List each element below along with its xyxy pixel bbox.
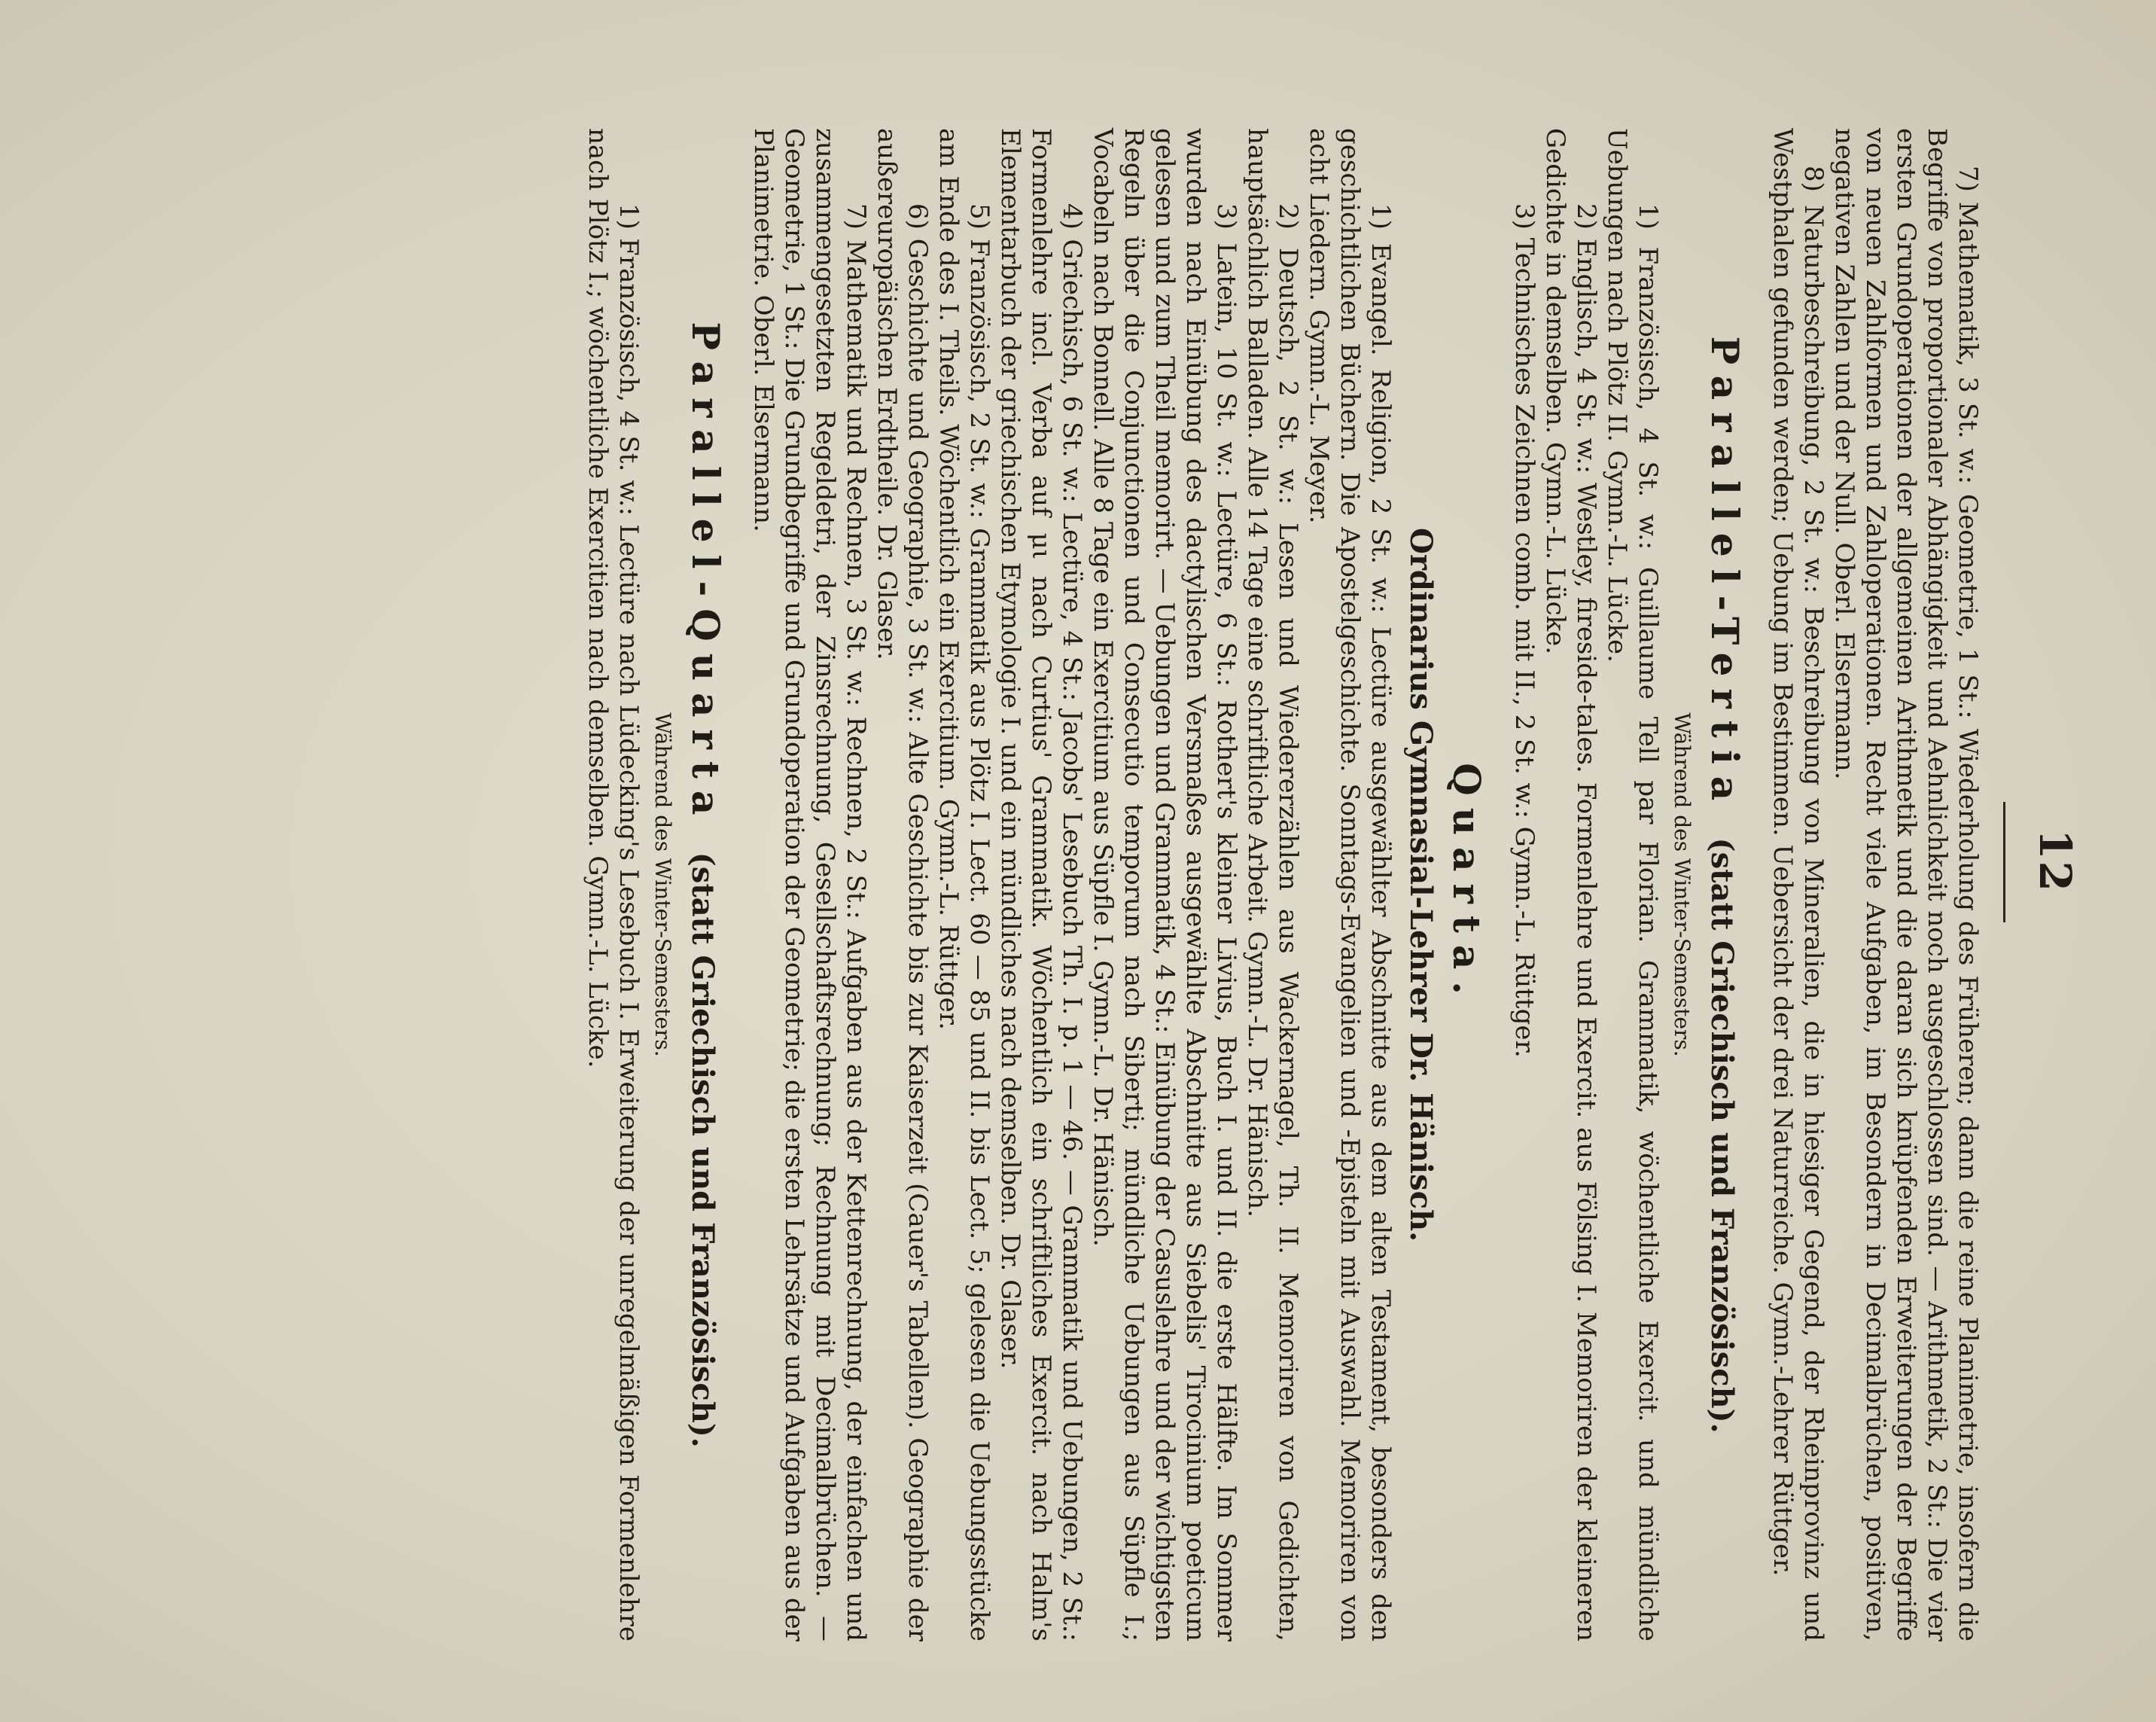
section-title: Quarta. <box>1445 763 1489 1007</box>
paragraph-zeichnen: 3) Technisches Zeichnen comb. mit II., 2 St. w.: Gymn.-L. Rüttger. <box>1509 203 1539 1058</box>
section-heading-parallel-tertia <box>1699 128 1747 1641</box>
paragraph-naturbeschreibung: 8) Naturbeschreibung, 2 St. w.: Beschreibung von Mineralien, die in hiesiger Gegend, der Rheinprovinz und Westphalen gefunden werden; Uebung im Bestimmen. Uebersicht der drei Naturreiche. Gymn.-Lehrer Rüttger. <box>1768 128 1829 1641</box>
ordinarius-line: Ordinarius Gymnasial-Lehrer Dr. Hänisch. <box>1403 527 1439 1242</box>
section-subtitle: (statt Griechisch und Französisch). <box>685 852 720 1448</box>
paragraph-latein: 3) Latein, 10 St. w.: Lectüre, 6 St.: Rothert's kleiner Livius, Buch I. und II. die erste Hälfte. Im Sommer wurden nach Einübung des dactylischen Versmaßes ausgewählte Abschnitte aus Siebelis' Tirocinium poeticum gelesen und zum Theil memorirt. — Uebungen und Grammatik, 4 St.: Einübung der Casuslehre und der wichtigsten Regeln über die Conjunctionen und Consecutio temporum nach Siberti; mündliche Uebungen aus Süpfle I.; Vocabeln nach Bonnell. Alle 8 Tage ein Exercitium aus Süpfle I. Gymn.-L. Dr. Hänisch. <box>1088 128 1241 1641</box>
paragraph-mathematik: 7) Mathematik, 3 St. w.: Geometrie, 1 St.: Wiederholung des Früheren; dann die reine Planimetrie, insofern die Begriffe von proportionaler Abhängigkeit und Aehnlichkeit noch ausgeschlossen sind. — Arithmetik, 2 St.: Die vier ersten Grundoperationen der allgemeinen Arithmetik und die daran sich knüpfenden Erweiterungen der Begriffe von neuen Zahlformen und Zahloperationen. Recht viele Aufgaben, im Besondern in Decimalbrüchen, positiven, negativen Zahlen und der Null. Oberl. Elsermann. <box>1829 128 1983 1641</box>
page-number: 12 <box>2030 829 2081 893</box>
page-number-rule <box>2003 802 2005 922</box>
text-column <box>582 128 1983 1641</box>
paragraph-franzoesisch: 1) Französisch, 4 St. w.: Guillaume Tell par Florian. Grammatik, wöchentliche Exercit. und mündliche Uebungen nach Plötz II. Gymn.-L. Lücke. <box>1602 128 1663 1641</box>
section-heading-parallel-quarta <box>680 128 728 1641</box>
paragraph-geschichte: 6) Geschichte und Geographie, 3 St. w.: Alte Geschichte bis zur Kaiserzeit (Cauer's Tabellen). Geographie der außereuropäischen Erdtheile. Dr. Glaser. <box>872 128 933 1641</box>
paragraph-griechisch: 4) Griechisch, 6 St. w.: Lectüre, 4 St.: Jacobs' Lesebuch Th. I. p. 1 — 46. — Grammatik und Uebungen, 2 St.: Formenlehre incl. Verba auf μι nach Curtius' Grammatik. Wöchentlich ein schriftliches Exercit. nach Halm's Elementarbuch der griechischen Etymologie I. und ein mündliches nach demselben. Dr. Glaser. <box>995 128 1087 1641</box>
paragraph-franzoesisch-parallel-quarta: 1) Französisch, 4 St. w.: Lectüre nach Lüdecking's Lesebuch I. Erweiterung der unregelmäßigen Formenlehre nach Plötz I.; wöchentliche Exercitien nach demselben. Gymn.-L. Lücke. <box>583 128 644 1641</box>
paragraph-franzoesisch-quarta: 5) Französisch, 2 St. w.: Grammatik aus Plötz I. Lect. 60 — 85 und II. bis Lect. 5; gelesen die Uebungsstücke am Ende des I. Theils. Wöchentlich ein Exercitium. Gymn.-L. Rüttger. <box>933 128 994 1641</box>
paragraph-mathematik-quarta: 7) Mathematik und Rechnen, 3 St. w.: Rechnen, 2 St.: Aufgaben aus der Kettenrechnung, der einfachen und zusammengesetzten Regeldetri, der Zinsrechnung, Gesellschaftsrechnung; Rechnung mit Decimalbrüchen. — Geometrie, 1 St.: Die Grundbegriffe und Grundoperation der Geometrie; die ersten Lehrsätze und Aufgaben aus der Planimetrie. Oberl. Elsermann. <box>748 128 871 1641</box>
paragraph-religion: 1) Evangel. Religion, 2 St. w.: Lectüre ausgewählter Abschnitte aus dem alten Testament, besonders den geschichtlichen Büchern. Die Apostelgeschichte. Sonntags-Evangelien und -Episteln mit Auswahl. Memoriren von acht Liedern. Gymn.-L. Meyer. <box>1304 128 1396 1641</box>
semester-note: Während des Winter-Semesters. <box>650 712 675 1057</box>
section-subtitle: (statt Griechisch und Französisch). <box>1704 837 1740 1434</box>
paragraph-englisch: 2) Englisch, 4 St. w.: Westley, fireside-tales. Formenlehre und Exercit. aus Fölsing I. Memoriren der kleineren Gedichte in demselben. Gymn.-L. Lücke. <box>1540 128 1601 1641</box>
paragraph-deutsch: 2) Deutsch, 2 St. w.: Lesen und Wiedererzählen aus Wackernagel, Th. II. Memoriren von Gedichten, hauptsächlich Balladen. Alle 14 Tage eine schriftliche Arbeit. Gymn.-L. Dr. Hänisch. <box>1242 128 1303 1641</box>
semester-note: Während des Winter-Semesters. <box>1670 712 1695 1057</box>
section-heading-quarta <box>1444 128 1489 1641</box>
section-title: Parallel-Tertia <box>1703 336 1747 813</box>
section-title: Parallel-Quarta <box>684 322 728 827</box>
